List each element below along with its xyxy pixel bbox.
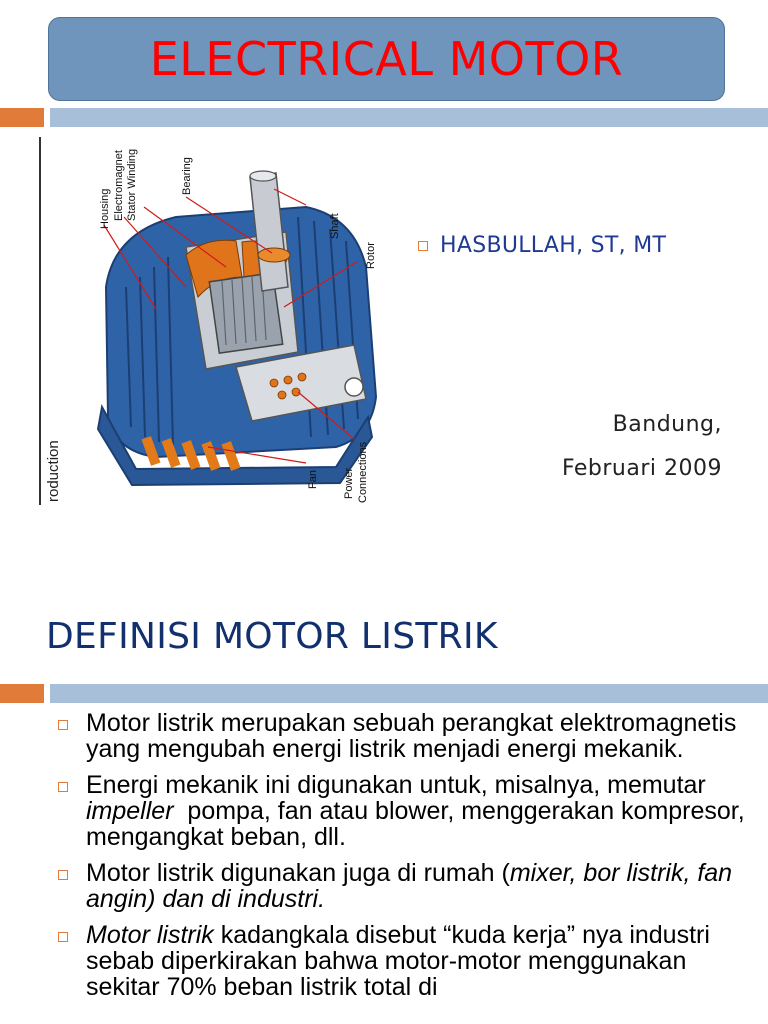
bullet-text-italic: mixer, bor listrik, fan angin) dan di industri. [86, 859, 733, 913]
title-banner [48, 17, 725, 101]
bullet-text: pompa, fan atau blower, menggerakan kompresor, mengangkat beban, dll. [86, 797, 752, 851]
square-bullet-icon [58, 870, 68, 880]
label-electromagnet: Electromagnet [113, 150, 125, 221]
bullet-text: Motor listrik merupakan sebuah perangkat elektromagnetis yang mengubah energi listrik menjadi energi mekanik. [86, 709, 737, 763]
label-housing: Housing [99, 188, 111, 229]
accent-bar-orange [0, 108, 44, 127]
square-bullet-icon [418, 241, 428, 251]
slide-definition [0, 578, 768, 1024]
definition-bullet-list [58, 709, 752, 1010]
label-bearing: Bearing [181, 157, 193, 195]
label-stator-winding: Stator Winding [126, 148, 138, 221]
date-text: Februari 2009 [561, 456, 722, 481]
label-fan: Fan [307, 470, 319, 489]
list-item [58, 860, 748, 912]
bullet-text: kadangkala disebut “kuda kerja” nya industri sebab diperkirakan bahwa motor-motor menggunakan sekitar 70% beban listrik total di [86, 921, 710, 1001]
square-bullet-icon [58, 782, 68, 792]
square-bullet-icon [58, 720, 68, 730]
author-bullet [418, 233, 666, 258]
author-name: HASBULLAH, ST, MT [440, 233, 667, 258]
accent-bar-blue [50, 684, 768, 703]
section-heading: DEFINISI MOTOR LISTRIK [46, 616, 498, 657]
label-rotor: Rotor [365, 242, 377, 269]
slide-title-text: ELECTRICAL MOTOR [149, 32, 624, 86]
bullet-text: Motor listrik digunakan juga di rumah ( [86, 859, 510, 887]
list-item [58, 771, 752, 851]
electric-motor-cutaway-image [36, 137, 392, 505]
location-text: Bandung, [612, 412, 722, 437]
figure-side-text: roduction [45, 440, 62, 502]
accent-bar-blue [50, 108, 768, 127]
bullet-text: Energi mekanik ini digunakan untuk, misalnya, memutar [86, 771, 706, 799]
accent-bar-orange [0, 684, 44, 703]
bullet-text-italic: Motor listrik [86, 921, 214, 949]
bullet-text-italic: impeller [86, 797, 174, 825]
label-shaft: Shaft [329, 213, 341, 239]
label-connections: Connections [357, 441, 369, 503]
label-power: Power [343, 467, 355, 499]
square-bullet-icon [58, 932, 68, 942]
list-item [58, 922, 748, 1000]
list-item [58, 710, 748, 762]
